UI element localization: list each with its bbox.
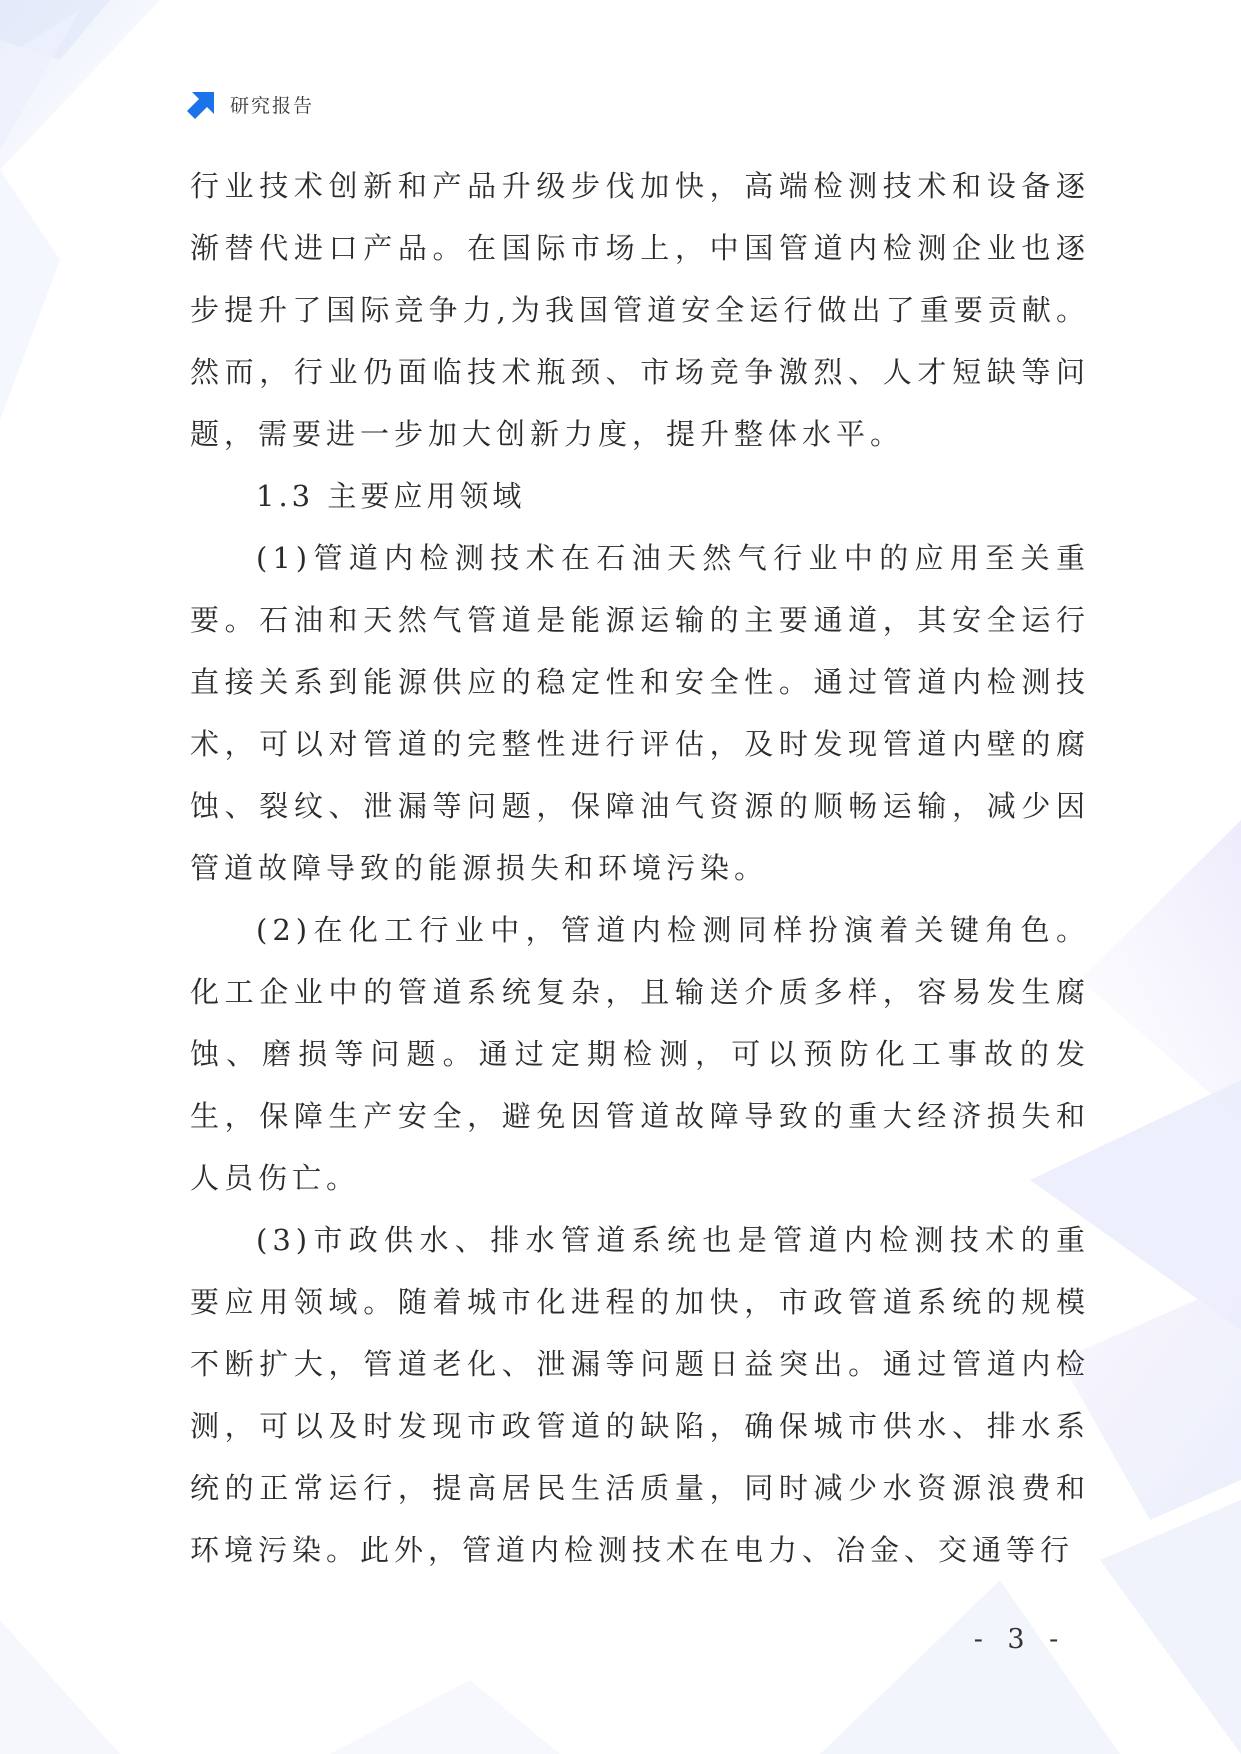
- section-heading: 1.3 主要应用领域: [256, 479, 526, 513]
- page-number: - 3 -: [973, 1624, 1067, 1655]
- body-paragraph: (1)管道内检测技术在石油天然气行业中的应用至关重要。石油和天然气管道是能源运输的主要通道，其安全运行直接关系到能源供应的稳定性和安全性。通过管道内检测技术，可以对管道的完整性进行评估，及时发现管道内壁的腐蚀、裂纹、泄漏等问题，保障油气资源的顺畅运输，减少因管道故障导致的能源损失和环境污染。: [190, 541, 1090, 885]
- report-header: [186, 88, 314, 120]
- body-paragraph: (2)在化工行业中，管道内检测同样扮演着关键角色。化工企业中的管道系统复杂，且输送介质多样，容易发生腐蚀、磨损等问题。通过定期检测，可以预防化工事故的发生，保障生产安全，避免因管道故障导致的重大经济损失和人员伤亡。: [190, 913, 1090, 1195]
- document-body: [190, 155, 1090, 1581]
- brand-label: 研究报告: [230, 94, 315, 117]
- arrow-up-right-icon: [186, 88, 218, 120]
- body-paragraph: (3)市政供水、排水管道系统也是管道内检测技术的重要应用领域。随着城市化进程的加快，市政管道系统的规模不断扩大，管道老化、泄漏等问题日益突出。通过管道内检测，可以及时发现市政管道的缺陷，确保城市供水、排水系统的正常运行，提高居民生活质量，同时减少水资源浪费和环境污染。此外，管道内检测技术在电力、冶金、交通等行: [190, 1223, 1090, 1567]
- body-paragraph: 行业技术创新和产品升级步伐加快，高端检测技术和设备逐渐替代进口产品。在国际市场上，中国管道内检测企业也逐步提升了国际竞争力,为我国管道安全运行做出了重要贡献。然而，行业仍面临技术瓶颈、市场竞争激烈、人才短缺等问题，需要进一步加大创新力度，提升整体水平。: [190, 169, 1090, 451]
